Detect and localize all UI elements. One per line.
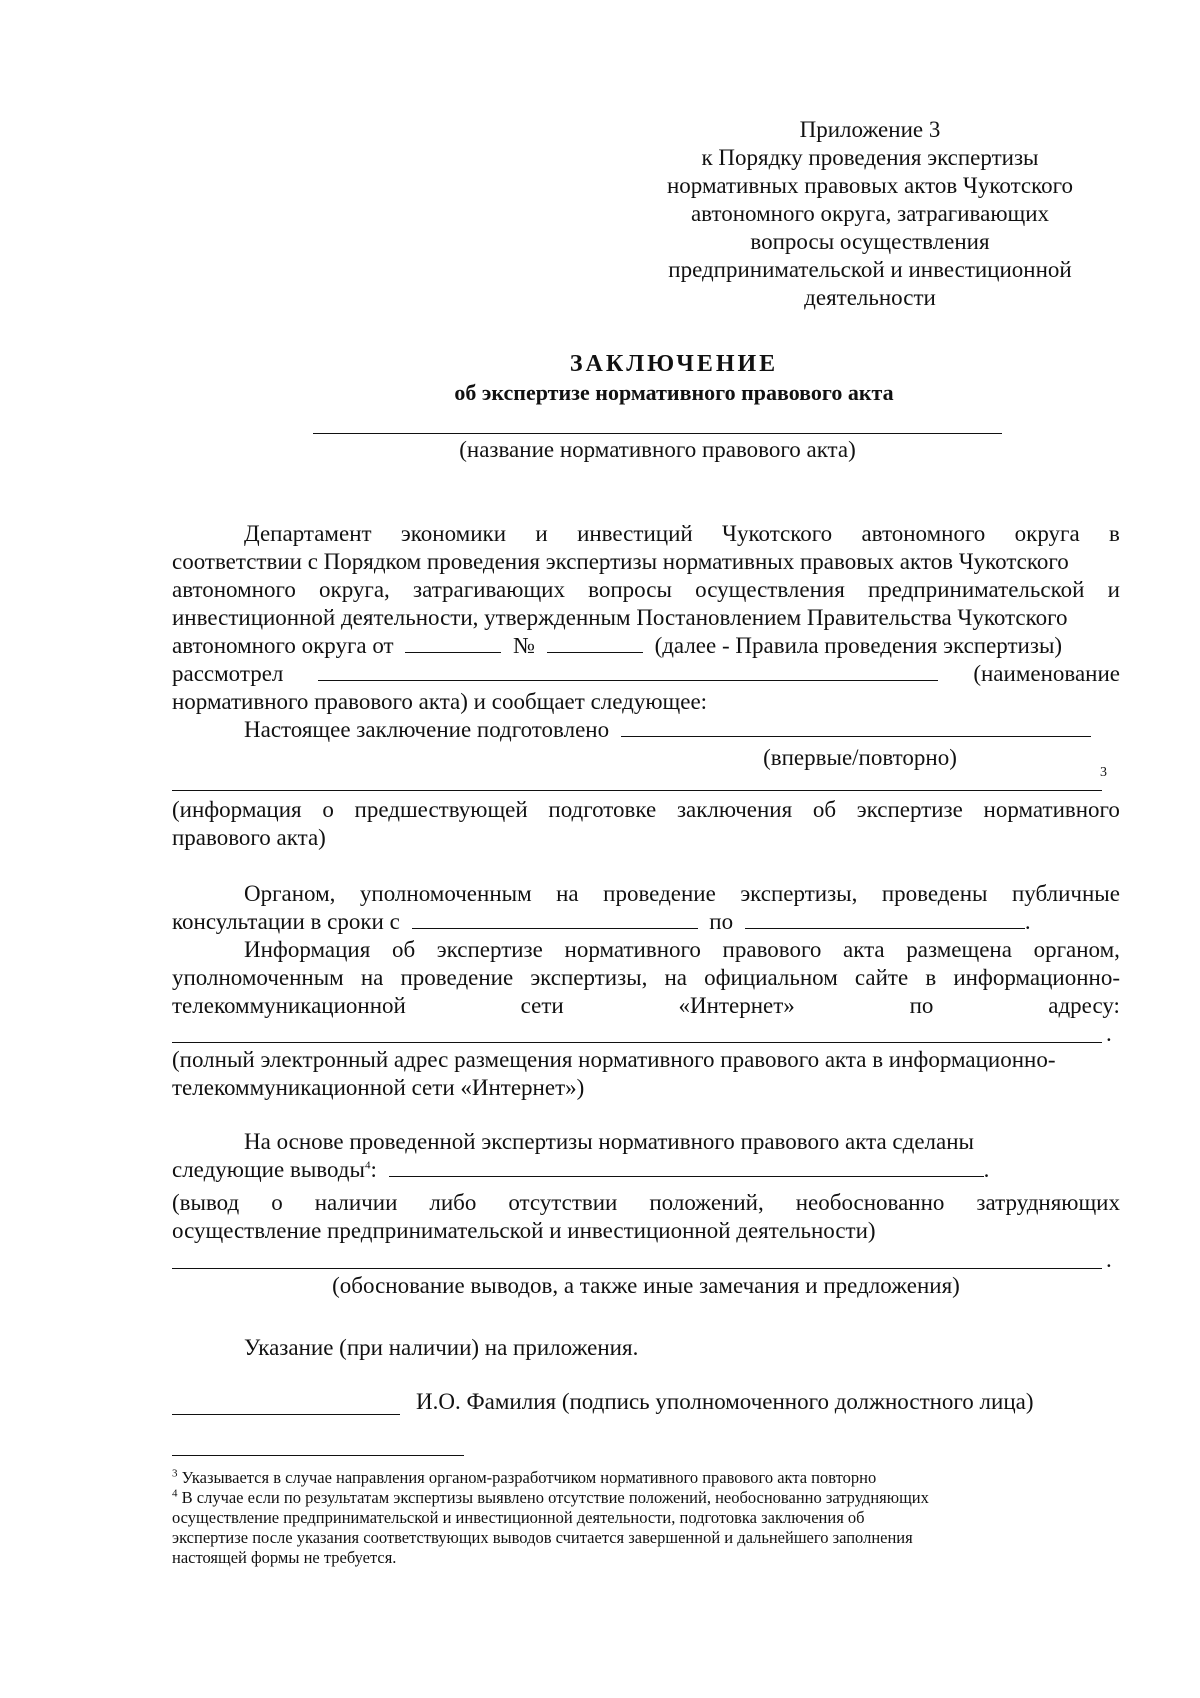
consult-start-field [412, 908, 698, 929]
annex-line: нормативных правовых актов Чукотского [667, 173, 1073, 198]
para4-line-1: На основе проведенной экспертизы нормативного правового акта сделаны [244, 1129, 974, 1154]
paragraph-publication [172, 936, 1120, 1020]
conclusions-field [389, 1156, 984, 1177]
prior-info-line-1: (информация о предшествующей подготовке заключения об экспертизе нормативного [172, 797, 1120, 822]
footnote-mark-4: 4 [364, 1159, 371, 1172]
signature-caption: И.О. Фамилия (подпись уполномоченного должностного лица) [416, 1389, 1034, 1414]
para1-line-3: автономного округа, затрагивающих вопросы осуществления предпринимательской и [172, 577, 1120, 602]
footnote-3: $^3$ Указывается в случае направления органом-разработчиком нормативного правового акта повторно [172, 1467, 877, 1487]
footnote-4-mark: 4 [172, 1487, 178, 1500]
footnote-4: $^4$ В случае если по результатам экспертизы выявлено отсутствие положений, необоснованно затрудняющих [172, 1487, 929, 1507]
prior-info-caption [172, 796, 1120, 852]
signature-field [172, 1414, 400, 1415]
para1-line-6: рассмотрел (наименование [172, 661, 1120, 686]
basis-caption: (обоснование выводов, а также иные замечания и предложения) [332, 1273, 960, 1298]
paragraph-conclusions [172, 1128, 1120, 1184]
date-field [405, 632, 501, 653]
address-caption-line-2: телекоммуникационной сети «Интернет») [172, 1075, 585, 1100]
para1-line-5: автономного округа от № (далее - Правила проведения экспертизы) [172, 633, 1063, 658]
act-name-field [313, 433, 1002, 434]
basis-end-dot: . [1106, 1247, 1112, 1272]
para4-line-2: следующие выводы$^4$: . [172, 1157, 990, 1182]
address-caption-line-1: (полный электронный адрес размещения нормативного правового акта в информационно- [172, 1047, 1056, 1072]
first-or-repeat-caption: (впервые/повторно) [763, 745, 957, 770]
attachments-note: Указание (при наличии) на приложения. [244, 1335, 639, 1360]
document-title: ЗАКЛЮЧЕНИЕ [569, 351, 779, 377]
consult-end-field [745, 908, 1025, 929]
footnotes [172, 1468, 1120, 1568]
para3-line-3: телекоммуникационной сети «Интернет» по адресу: [172, 993, 1120, 1018]
conclusion-caption-line-1: (вывод о наличии либо отсутствии положений, необоснованно затрудняющих [172, 1190, 1120, 1215]
paragraph-department [172, 520, 1120, 744]
conclusion-caption-line-2: осуществление предпринимательской и инвестиционной деятельности) [172, 1218, 876, 1243]
annex-line: к Порядку проведения экспертизы [701, 145, 1039, 170]
footnote-4-line: настоящей формы не требуется. [172, 1548, 397, 1567]
basis-field [172, 1268, 1102, 1269]
reviewed-act-field [318, 660, 938, 681]
footnote-3-mark: 3 [172, 1467, 178, 1480]
conclusion-caption [172, 1189, 1120, 1245]
footnote-4-line: экспертизе после указания соответствующих выводов считается завершенной и дальнейшего заполнения [172, 1528, 913, 1547]
para3-line-2: уполномоченным на проведение экспертизы, на официальном сайте в информационно- [172, 965, 1120, 990]
footnote-mark-3: 3 [1100, 765, 1107, 780]
address-field [172, 1042, 1102, 1043]
para1-line-4: инвестиционной деятельности, утвержденным Постановлением Правительства Чукотского [172, 605, 1068, 630]
annex-line: Приложение 3 [799, 117, 941, 142]
annex-line: вопросы осуществления [750, 229, 990, 254]
footnote-4-line: осуществление предпринимательской и инвестиционной деятельности, подготовка заключения об [172, 1508, 865, 1527]
para1-line-2: соответствии с Порядком проведения экспертизы нормативных правовых актов Чукотского [172, 549, 1069, 574]
para1-line-7: нормативного правового акта) и сообщает следующее: [172, 689, 708, 714]
paragraph-consultations [172, 880, 1120, 936]
address-caption [172, 1046, 1120, 1102]
document-subtitle: об экспертизе нормативного правового акта [454, 380, 894, 405]
para3-line-1: Информация об экспертизе нормативного правового акта размещена органом, [244, 937, 1120, 962]
number-field [547, 632, 643, 653]
annex-header [620, 116, 1120, 312]
annex-line: автономного округа, затрагивающих [690, 201, 1050, 226]
para2-line-2: консультации в сроки с по . [172, 909, 1031, 934]
address-end-dot: . [1106, 1021, 1112, 1046]
para1-line-1: Департамент экономики и инвестиций Чукотского автономного округа в [244, 521, 1120, 546]
footnote-separator [172, 1455, 464, 1456]
annex-line: деятельности [804, 285, 936, 310]
prior-info-line-2: правового акта) [172, 825, 326, 850]
act-name-caption: (название нормативного правового акта) [459, 437, 856, 462]
para2-line-1: Органом, уполномоченным на проведение экспертизы, проведены публичные [244, 881, 1120, 906]
prepared-field [621, 716, 1091, 737]
prior-info-field [172, 790, 1102, 791]
annex-line: предпринимательской и инвестиционной [668, 257, 1072, 282]
para1-line-8: Настоящее заключение подготовлено [172, 716, 1120, 744]
